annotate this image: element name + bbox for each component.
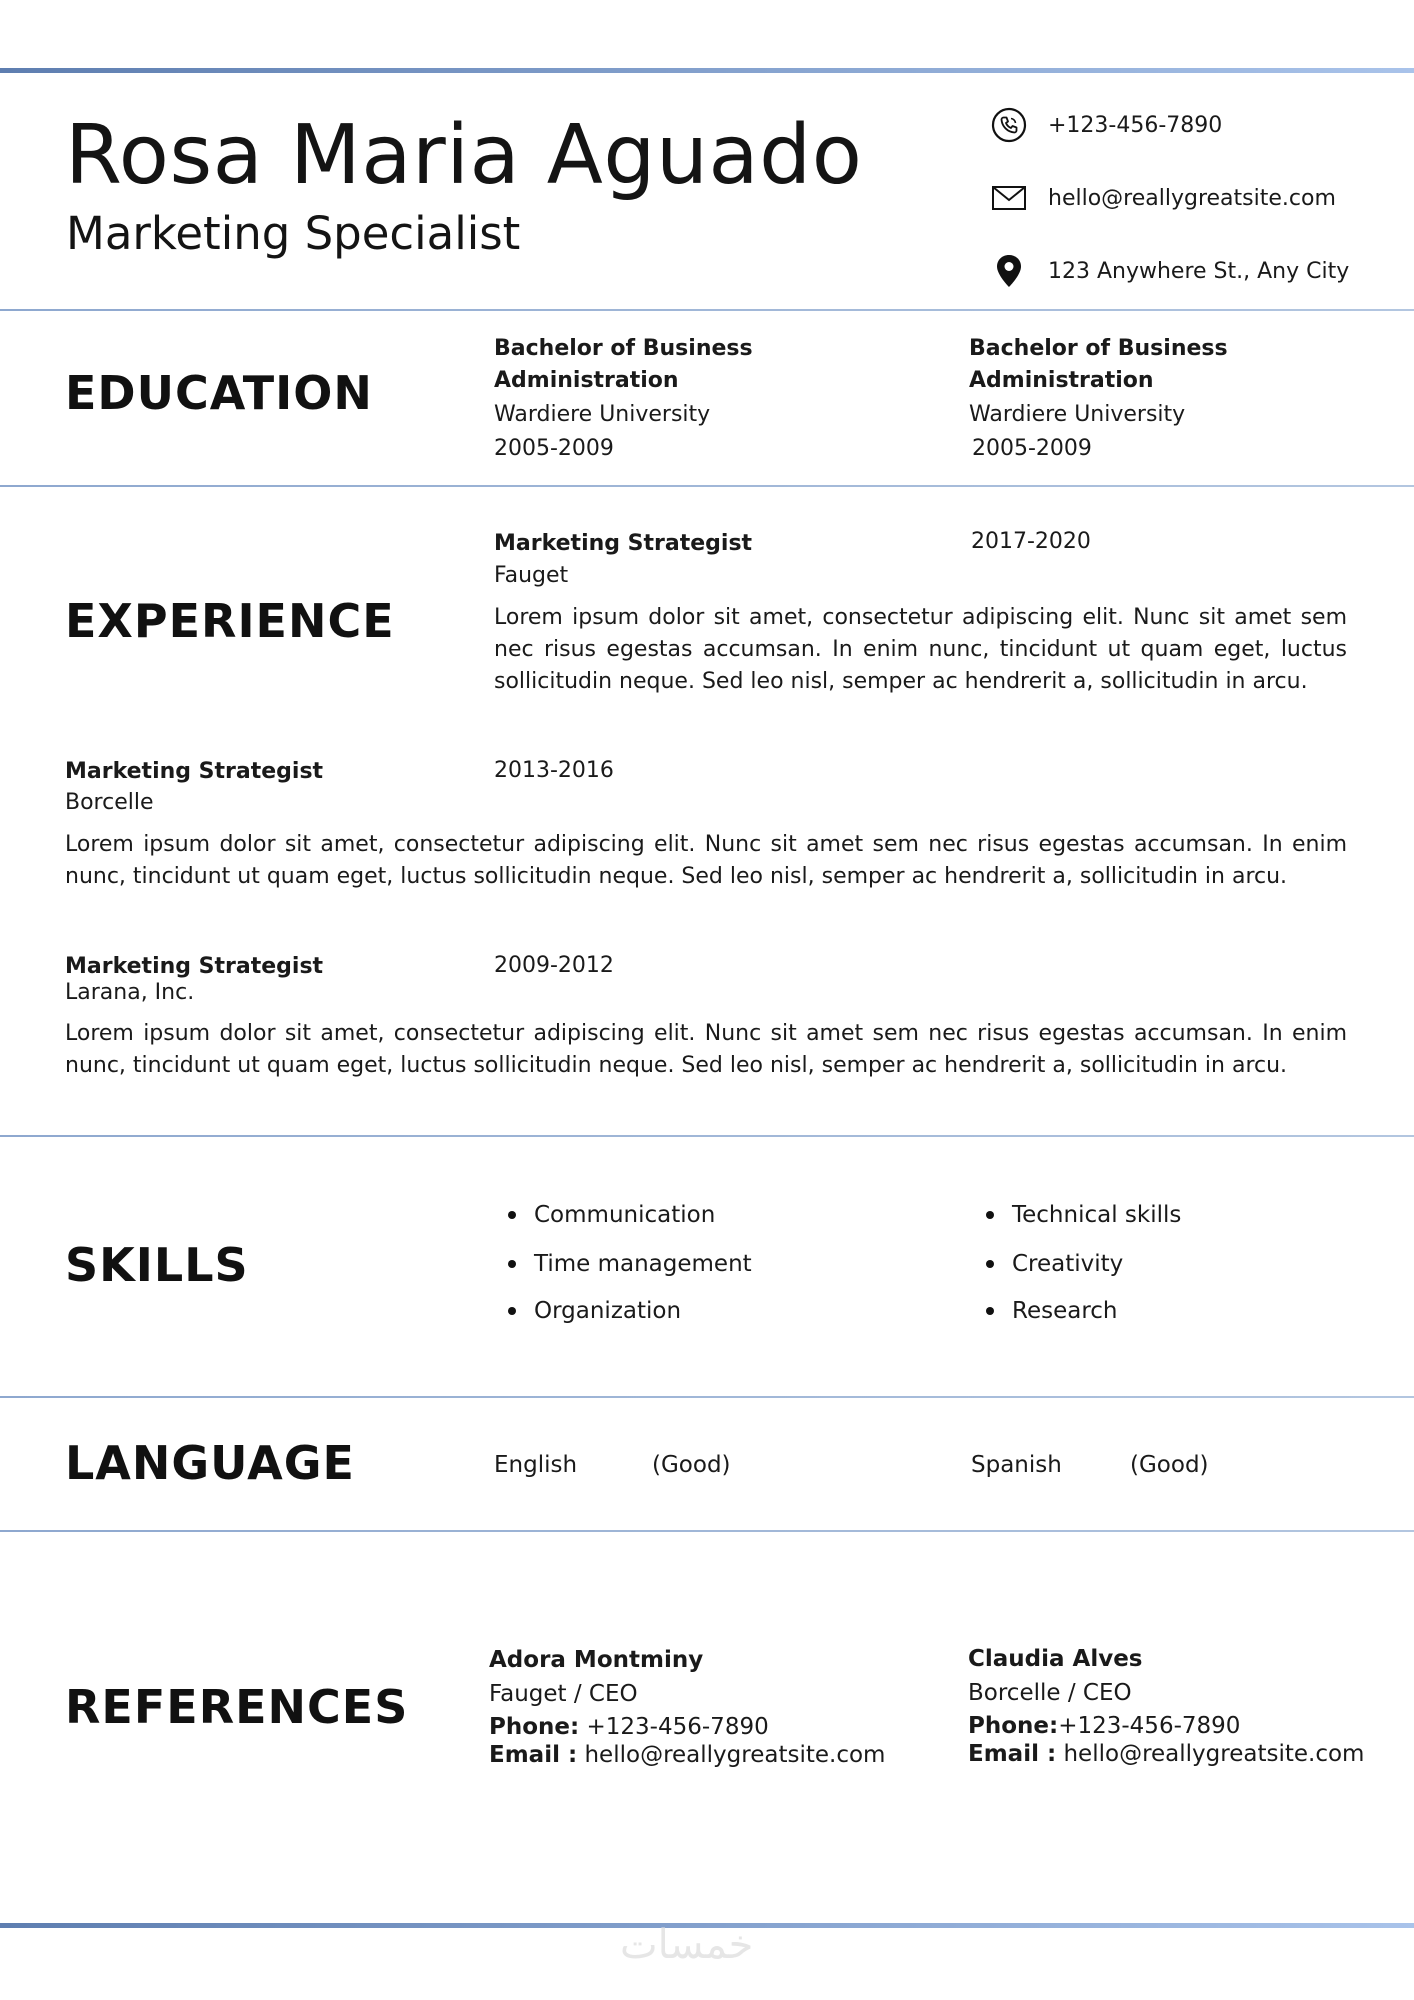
bullet-icon (508, 1307, 516, 1315)
experience-years: 2017-2020 (971, 529, 1091, 554)
experience-description: Lorem ipsum dolor sit amet, consectetur adipiscing elit. Nunc sit amet sem nec risus egestas accumsan. In enim nunc, tincidunt ut quam eget, luctus sollicitudin neque. Sed leo nisl, semper ac hendrerit a, sollicitudin in arcu. (494, 605, 1347, 694)
person-name: Rosa Maria Aguado (65, 108, 863, 203)
education-years: 2005-2009 (494, 436, 614, 461)
experience-company: Fauget (494, 563, 569, 588)
experience-heading: EXPERIENCE (65, 594, 395, 648)
degree-line2: Administration (969, 368, 1154, 393)
email-value: hello@reallygreatsite.com (1063, 1741, 1365, 1767)
references-heading: REFERENCES (65, 1680, 409, 1734)
bullet-icon (508, 1260, 516, 1268)
skill-item: Technical skills (986, 1202, 1181, 1228)
reference-phone (968, 1712, 1364, 1740)
experience-role: Marketing Strategist (65, 954, 324, 979)
skill-item: Communication (508, 1202, 715, 1228)
experience-company: Larana, Inc. (65, 980, 195, 1005)
reference-position: Fauget / CEO (489, 1681, 638, 1707)
experience-company: Borcelle (65, 790, 154, 815)
email-text: hello@reallygreatsite.com (1048, 185, 1336, 211)
reference-name: Claudia Alves (968, 1646, 1143, 1672)
mail-icon (990, 179, 1028, 217)
reference-entry (968, 1643, 1364, 1768)
reference-email (968, 1740, 1364, 1768)
reference-entry (489, 1644, 885, 1769)
education-entry (969, 333, 1228, 465)
skill-item: Time management (508, 1251, 752, 1277)
location-pin-icon (990, 252, 1028, 290)
experience-role: Marketing Strategist (65, 759, 324, 784)
language-name: English (494, 1452, 578, 1478)
contact-phone (990, 105, 1222, 145)
education-entry (494, 333, 753, 465)
bullet-icon (986, 1260, 994, 1268)
watermark: خمسات (620, 1922, 754, 1968)
degree-line2: Administration (494, 368, 679, 393)
school-name: Wardiere University (494, 402, 711, 427)
job-title: Marketing Specialist (66, 207, 521, 260)
experience-role: Marketing Strategist (494, 531, 753, 556)
email-label: Email : (968, 1741, 1057, 1767)
degree-line1: Bachelor of Business (494, 336, 753, 361)
skill-item: Creativity (986, 1251, 1123, 1277)
bullet-icon (508, 1211, 516, 1219)
education-years: 2005-2009 (972, 436, 1092, 461)
language-heading: LANGUAGE (65, 1436, 355, 1490)
top-border (0, 68, 1414, 73)
reference-name: Adora Montminy (489, 1647, 704, 1673)
contact-address (990, 251, 1349, 291)
divider-experience (0, 1135, 1414, 1137)
degree-line1: Bachelor of Business (969, 336, 1228, 361)
phone-text: +123-456-7890 (1048, 112, 1223, 138)
experience-description: Lorem ipsum dolor sit amet, consectetur adipiscing elit. Nunc sit amet sem nec risus egestas accumsan. In enim nunc, tincidunt ut quam eget, luctus sollicitudin neque. Sed leo nisl, semper ac hendrerit a, sollicitudin in arcu. (65, 1021, 1347, 1078)
bullet-icon (986, 1307, 994, 1315)
phone-label: Phone: (968, 1713, 1059, 1739)
reference-position: Borcelle / CEO (968, 1680, 1132, 1706)
language-level: (Good) (1130, 1452, 1209, 1478)
phone-value: +123-456-7890 (1058, 1713, 1241, 1739)
experience-years: 2009-2012 (494, 953, 614, 978)
education-heading: EDUCATION (65, 366, 373, 420)
reference-phone (489, 1713, 885, 1741)
address-text: 123 Anywhere St., Any City (1048, 258, 1350, 284)
skills-heading: SKILLS (65, 1238, 249, 1292)
language-level: (Good) (652, 1452, 731, 1478)
email-value: hello@reallygreatsite.com (584, 1742, 886, 1768)
contact-email (990, 178, 1336, 218)
bullet-icon (986, 1211, 994, 1219)
experience-years: 2013-2016 (494, 758, 614, 783)
skill-item: Research (986, 1298, 1118, 1324)
experience-description: Lorem ipsum dolor sit amet, consectetur adipiscing elit. Nunc sit amet sem nec risus egestas accumsan. In enim nunc, tincidunt ut quam eget, luctus sollicitudin neque. Sed leo nisl, semper ac hendrerit a, sollicitudin in arcu. (65, 832, 1347, 889)
divider-skills (0, 1396, 1414, 1398)
phone-value: +123-456-7890 (586, 1714, 769, 1740)
school-name: Wardiere University (969, 402, 1186, 427)
skill-item: Organization (508, 1298, 681, 1324)
email-label: Email : (489, 1742, 578, 1768)
language-name: Spanish (971, 1452, 1062, 1478)
phone-label: Phone: (489, 1714, 580, 1740)
divider-education (0, 485, 1414, 487)
reference-email (489, 1741, 885, 1769)
divider-language (0, 1530, 1414, 1532)
phone-icon (990, 106, 1028, 144)
divider-header (0, 309, 1414, 311)
